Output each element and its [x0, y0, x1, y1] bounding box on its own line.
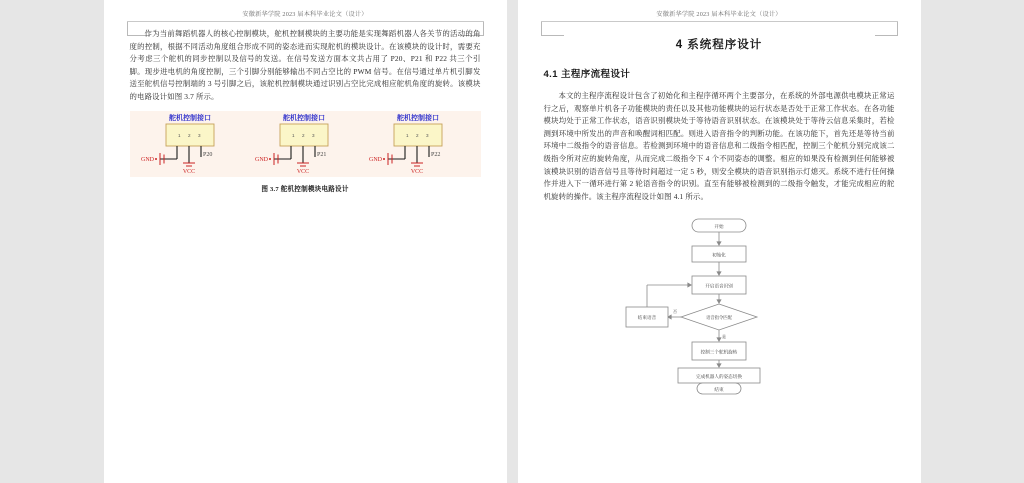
page-content-left — [130, 28, 481, 193]
section-title: 4.1 主程序流程设计 — [543, 69, 631, 80]
circuit-pin-number: 1 — [405, 132, 409, 138]
circuit-pin-number: 3 — [197, 132, 201, 138]
circuit-unit-title: 舵机控制接口 — [282, 114, 325, 122]
main-program-flowchart — [604, 217, 834, 395]
flow-node-pose-switch: 完成机器人的姿态切换 — [696, 374, 742, 380]
circuit-pin-number: 2 — [187, 132, 191, 138]
page-header-left: 安徽新华学院 2023 届本科毕业论文（设计） — [242, 11, 368, 18]
circuit-unit-title: 舵机控制接口 — [168, 114, 211, 122]
body-paragraph: 作为当前舞蹈机器人的核心控制模块，舵机控制模块的主要功能是实现舞蹈机器人各关节的活动的角度的控制，根据不同活动角度组合形成不同的姿态进而实现舵机的模块设计。在该模块的设计时，需要充分考虑三个舵机的同步控制以及信号的发送。在信号发送方面本文共占用了 P20、P21 和 P22 共三个引脚。现步进电机的角度控制，三个引脚分别能够输出不同占空比的 PWM 信号。在信号通过单片机引脚发送至舵机信号控制端的 3 号引脚之后，该舵机控制模块通过识别占空比完成相应舵机角度的旋转。该模块的电路设计如图 3.7 所示。 — [129, 29, 481, 101]
page-header-rule-left — [127, 21, 484, 22]
circuit-vcc-label: VCC — [296, 168, 309, 175]
flow-node-end: 结束 — [714, 387, 724, 393]
flow-node-decision-command-match: 语音指令匹配 — [706, 315, 732, 321]
flow-node-end-voice: 结束语音 — [637, 315, 657, 321]
circuit-signal-label: P22 — [430, 151, 440, 158]
page-gutter — [507, 0, 518, 483]
circuit-gnd-label: GND — [368, 156, 382, 163]
page-content-right — [544, 28, 895, 395]
body-paragraph: 本文的主程序流程设计包含了初始化和主程序循环两个主要部分，在系统的外部电源供电模块正常运行之后，观察单片机各子功能模块的责任以及其他功能模块的运行状态是否处于正常工作状态。在各功能模块均处于正常工作状态，语音识别模块处于等待语音识别状态。在该模块处于等待云信息采集时，若检测到环境中所发出的声音和唤醒词相匹配。则进入语音指令的判断功能。在该功能下，首先还是等待当前环境中二级指令的语音信息。若检测到环境中的语音信息和二级指令相匹配，控制三个舵机分别完成该二级指令所对应的旋转角度，从而完成二级指令下 4 个不同姿态的调整。相应的如果没有检测到任何能够被该模块识别的语音信号且等待时间超过一定 5 秒，则安全模块的语音识别指示灯熄灭。系统不进行任何操作并进入下一循环进行第 2 轮语音指令的识别。直至有能够被检测到的二级指令触发，才能完成相应的舵机旋转的操作。该主程序流程设计如图 4.1 所示。 — [543, 91, 895, 201]
servo-circuit-diagram — [130, 111, 481, 177]
circuit-pin-number: 1 — [291, 132, 295, 138]
flow-node-start-recognition: 开启语音识别 — [705, 283, 733, 289]
circuit-pin-number: 1 — [177, 132, 181, 138]
page-header-right: 安徽新华学院 2023 届本科毕业论文（设计） — [656, 11, 782, 18]
flow-node-control-servos: 控制三个舵机旋转 — [700, 349, 738, 355]
circuit-gnd-label: GND — [140, 156, 154, 163]
circuit-signal-label: P20 — [202, 151, 212, 158]
document-page-right[interactable] — [518, 0, 921, 483]
flow-edge-label-yes: 是 — [722, 334, 726, 340]
figure-main-flowchart — [544, 217, 895, 395]
figure-servo-circuit — [130, 111, 481, 193]
circuit-pin-number: 3 — [425, 132, 429, 138]
circuit-pin-number: 2 — [301, 132, 305, 138]
circuit-pin-number: 3 — [311, 132, 315, 138]
flow-node-start: 开始 — [714, 224, 724, 230]
circuit-pin-number: 2 — [415, 132, 419, 138]
circuit-vcc-label: VCC — [410, 168, 423, 175]
document-page-left[interactable] — [104, 0, 507, 483]
circuit-unit-title: 舵机控制接口 — [396, 114, 439, 122]
circuit-signal-label: P21 — [316, 151, 326, 158]
flow-node-init: 初始化 — [712, 252, 726, 258]
circuit-gnd-label: GND — [254, 156, 268, 163]
page-header-rule-right — [541, 21, 898, 22]
chapter-title: 4 系统程序设计 — [675, 39, 763, 51]
circuit-vcc-label: VCC — [182, 168, 195, 175]
figure-caption: 图 3.7 舵机控制模块电路设计 — [261, 185, 349, 193]
flow-edge-label-no: 否 — [673, 309, 677, 315]
